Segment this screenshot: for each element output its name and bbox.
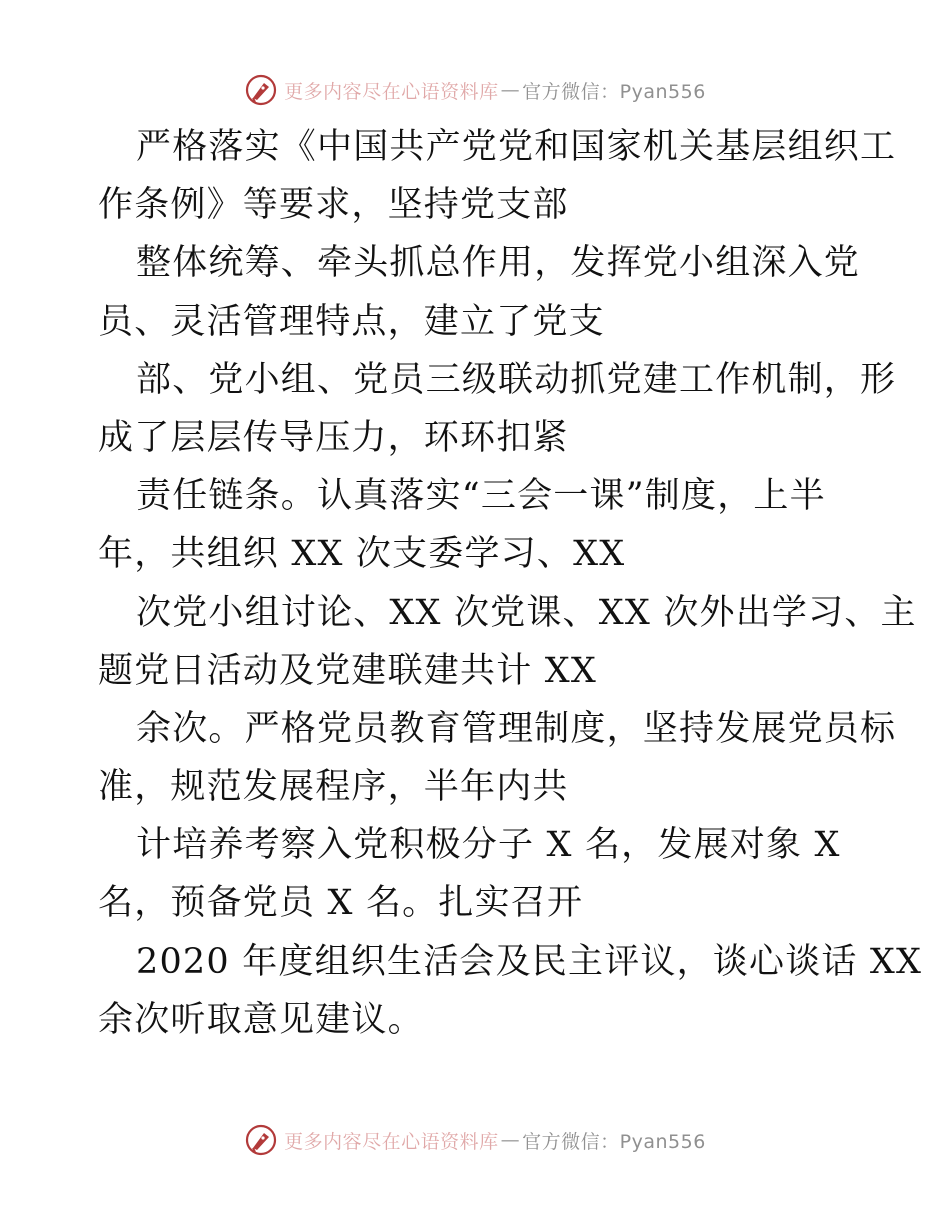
body-line: 名，预备党员 X 名。扎实召开 — [98, 883, 584, 924]
pen-nib-circle-icon — [244, 73, 278, 107]
watermark-wechat-text: 官方微信：Pyan556 — [522, 1130, 706, 1153]
watermark-wechat-text: 官方微信：Pyan556 — [522, 80, 706, 103]
document-body — [98, 118, 923, 1049]
footer-watermark — [0, 1120, 950, 1160]
body-line: 整体统筹、牵头抓总作用，发挥党小组深入党 — [136, 243, 861, 284]
watermark-separator: — — [500, 1129, 521, 1151]
body-line: 责任链条。认真落实“三会一课”制度，上半 — [136, 476, 826, 517]
watermark-separator: — — [500, 79, 521, 101]
watermark-site-text: 更多内容尽在心语资料库 — [284, 80, 499, 103]
body-line: 次党小组讨论、XX 次党课、XX 次外出学习、主 — [136, 592, 917, 633]
body-line: 作条例》等要求，坚持党支部 — [98, 185, 569, 226]
body-line: 年，共组织 XX 次支委学习、XX — [98, 534, 626, 575]
body-line: 严格落实《中国共产党党和国家机关基层组织工 — [136, 127, 897, 167]
body-line: 准，规范发展程序，半年内共 — [98, 767, 569, 808]
body-line: 员、灵活管理特点，建立了党支 — [98, 301, 605, 342]
body-line: 余次听取意见建议。 — [98, 999, 424, 1040]
body-line: 余次。严格党员教育管理制度，坚持发展党员标 — [136, 708, 897, 749]
body-line: 题党日活动及党建联建共计 XX — [98, 650, 597, 691]
body-line: 部、党小组、党员三级联动抓党建工作机制，形 — [136, 359, 897, 400]
body-line: 成了层层传导压力，环环扣紧 — [98, 417, 569, 458]
body-line: 2020 年度组织生活会及民主评议，谈心谈话 XX — [136, 941, 923, 982]
header-watermark — [0, 70, 950, 110]
pen-nib-circle-icon — [244, 1123, 278, 1157]
watermark-site-text: 更多内容尽在心语资料库 — [284, 1130, 499, 1153]
body-line: 计培养考察入党积极分子 X 名，发展对象 X — [136, 825, 841, 866]
